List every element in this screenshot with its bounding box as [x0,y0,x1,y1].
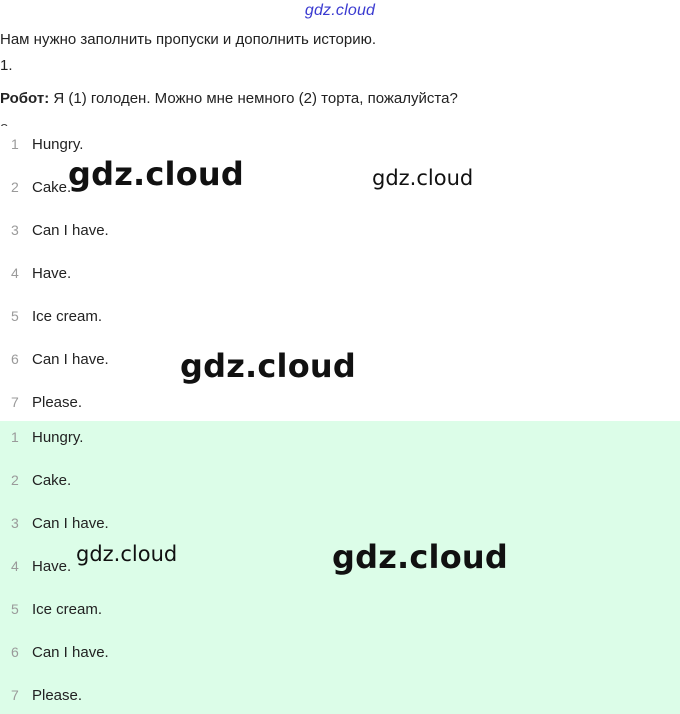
item-text: Cake. [32,472,72,489]
item-text: Please. [32,394,83,411]
item-index: 4 [11,265,19,281]
item-text: Can I have. [32,644,109,661]
item-index: 7 [11,687,19,703]
item-index: 6 [11,351,19,367]
dialog-text: Я (1) голоден. Можно мне немного (2) торта, пожалуйста? [49,90,458,107]
site-logo[interactable]: gdz.cloud [304,2,376,19]
item-text: Have. [32,558,72,575]
item-text: Ice cream. [32,308,103,325]
watermark: gdz.cloud [68,155,245,193]
task-intro: Нам нужно заполнить пропуски и дополнить историю. [0,31,377,48]
item-text: Can I have. [32,222,109,239]
item-index: 5 [11,601,19,617]
item-text: Cake. [32,179,72,196]
watermark: gdz.cloud [76,542,178,566]
watermark: gdz.cloud [332,538,509,576]
watermark: gdz.cloud [372,166,474,190]
speaker-label: Робот: [0,90,50,107]
watermark: gdz.cloud [180,347,357,385]
item-number: 1. [0,57,13,74]
item-index: 1 [11,136,19,152]
item-text: Have. [32,265,72,282]
item-index: 4 [11,558,19,574]
item-text: Can I have. [32,351,109,368]
item-index: 7 [11,394,19,410]
item-index: 6 [11,644,19,660]
item-index: 1 [11,429,19,445]
item-index: 5 [11,308,19,324]
item-text: Ice cream. [32,601,103,618]
item-text: Hungry. [32,429,84,446]
dialog-line [0,90,458,107]
item-index: 3 [11,515,19,531]
item-text: Can I have. [32,515,109,532]
item-index: 2 [11,472,19,488]
item-index: 2 [11,179,19,195]
item-index: 3 [11,222,19,238]
item-text: Hungry. [32,136,84,153]
item-text: Please. [32,687,83,704]
